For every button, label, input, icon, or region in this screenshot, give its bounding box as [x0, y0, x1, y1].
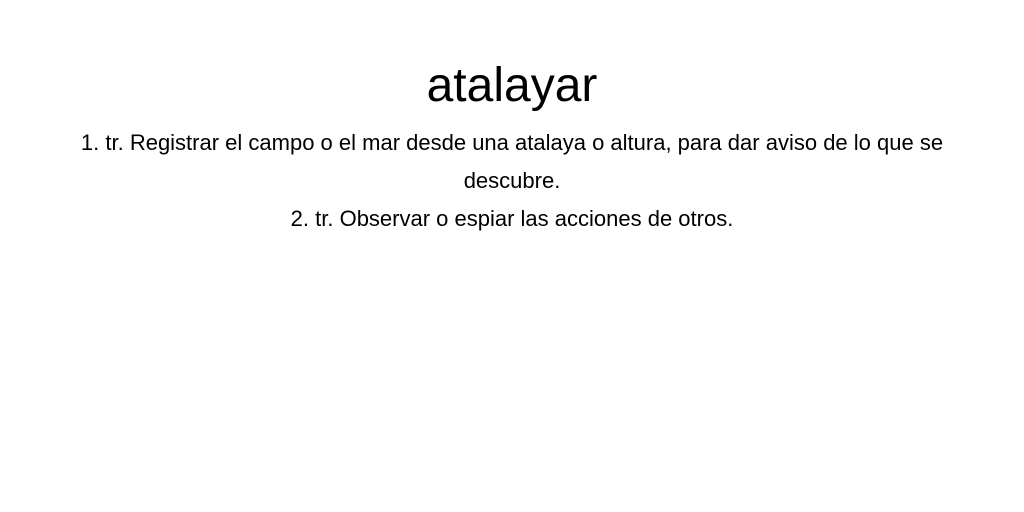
definition-2: 2. tr. Observar o espiar las acciones de otros.: [290, 206, 734, 231]
definition-1: 1. tr. Registrar el campo o el mar desde una atalaya o altura, para dar aviso de lo que se descubre.: [80, 130, 944, 193]
entry-headword: atalayar: [426, 59, 598, 112]
definition-list: [62, 124, 962, 238]
